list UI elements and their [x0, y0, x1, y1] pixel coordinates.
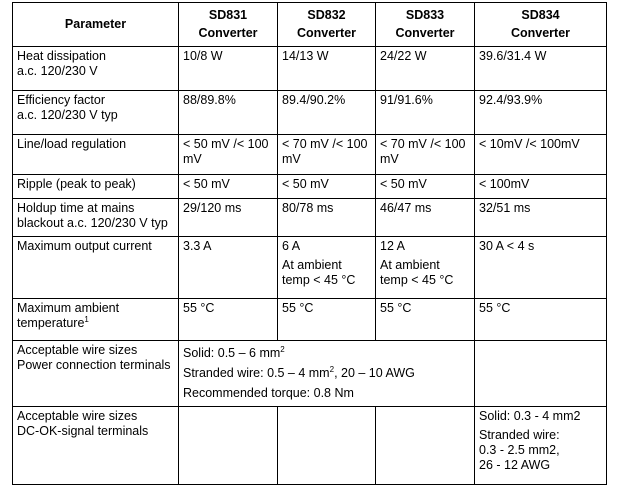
cell-sd833: 55 °C — [376, 299, 475, 341]
solid-text: Solid: 0.5 – 6 mm — [183, 346, 281, 360]
label-line: DC-OK-signal terminals — [17, 424, 149, 438]
label-line: Acceptable wire sizes — [17, 343, 138, 357]
row-line-load-regulation — [13, 135, 607, 175]
value-line: 6 A — [282, 239, 301, 253]
footnote-marker: 1 — [84, 314, 89, 324]
cell-sd832: 14/13 W — [278, 47, 376, 91]
header-model-name: SD834 — [521, 8, 560, 22]
cell-sd833: < 50 mV — [376, 175, 475, 199]
note-line: At ambient — [380, 258, 440, 272]
stranded-suffix: , 20 – 10 AWG — [334, 366, 415, 380]
label-line: Holdup time at mains — [17, 201, 135, 215]
header-parameter: Parameter — [13, 3, 179, 47]
header-model-sub: Converter — [510, 26, 571, 40]
cell-sd831: 55 °C — [179, 299, 278, 341]
row-label: Line/load regulation — [13, 135, 179, 175]
header-row — [13, 3, 607, 47]
stranded-line — [183, 363, 471, 383]
row-holdup-time — [13, 199, 607, 237]
cell-sd831: < 50 mV /< 100 mV — [179, 135, 278, 175]
stranded-line: Stranded wire: — [479, 428, 560, 442]
label-line: a.c. 120/230 V typ — [17, 108, 118, 122]
row-label — [13, 341, 179, 407]
torque-line: Recommended torque: 0.8 Nm — [183, 386, 354, 400]
header-model-sub: Converter — [395, 26, 455, 40]
header-sd832 — [278, 3, 376, 47]
label-line: Acceptable wire sizes — [17, 409, 138, 423]
label-line — [17, 316, 175, 331]
header-sd833 — [376, 3, 475, 47]
row-label — [13, 407, 179, 485]
row-label — [13, 199, 179, 237]
note-line: temp < 45 °C — [282, 273, 356, 287]
cell-sd834: 39.6/31.4 W — [475, 47, 607, 91]
cell-sd832 — [278, 237, 376, 299]
cell-sd834: 30 A < 4 s — [475, 237, 607, 299]
header-model-name: SD833 — [405, 8, 445, 22]
row-label — [13, 47, 179, 91]
row-heat-dissipation — [13, 47, 607, 91]
header-model-sub: Converter — [198, 26, 258, 40]
row-max-ambient-temperature — [13, 299, 607, 341]
header-sd831 — [179, 3, 278, 47]
note-line: At ambient — [282, 258, 342, 272]
cell-sd832 — [278, 407, 376, 485]
stranded-text: Stranded wire: 0.5 – 4 mm — [183, 366, 330, 380]
superscript: 2 — [280, 344, 285, 354]
cell-sd834 — [475, 341, 607, 407]
cell-sd832: 80/78 ms — [278, 199, 376, 237]
cell-sd831-sd833-merged — [179, 341, 475, 407]
cell-sd833: 46/47 ms — [376, 199, 475, 237]
cell-sd833: 24/22 W — [376, 47, 475, 91]
row-label — [13, 299, 179, 341]
cell-sd831: 3.3 A — [179, 237, 278, 299]
cell-sd832: < 50 mV — [278, 175, 376, 199]
header-sd834 — [475, 3, 607, 47]
cell-sd834: < 10mV /< 100mV — [475, 135, 607, 175]
label-line: Power connection terminals — [17, 358, 171, 372]
cell-sd834: < 100mV — [475, 175, 607, 199]
stranded-line: 0.3 - 2.5 mm2, — [479, 443, 560, 457]
cell-sd834: 55 °C — [475, 299, 607, 341]
label-line: Heat dissipation — [17, 49, 106, 63]
label-line: Maximum ambient — [17, 301, 120, 315]
value-line: 12 A — [380, 239, 406, 253]
cell-sd832: 89.4/90.2% — [278, 91, 376, 135]
note-line: temp < 45 °C — [380, 273, 454, 287]
cell-sd834 — [475, 407, 607, 485]
cell-sd833: < 70 mV /< 100 mV — [376, 135, 475, 175]
cell-sd832: < 70 mV /< 100 mV — [278, 135, 376, 175]
cell-sd833 — [376, 407, 475, 485]
row-efficiency-factor — [13, 91, 607, 135]
cell-sd834: 32/51 ms — [475, 199, 607, 237]
cell-sd831: 10/8 W — [179, 47, 278, 91]
cell-sd832: 55 °C — [278, 299, 376, 341]
header-model-sub: Converter — [296, 26, 357, 40]
cell-sd831: 88/89.8% — [179, 91, 278, 135]
specification-table — [12, 2, 607, 485]
label-text: temperature — [17, 316, 85, 330]
row-ripple — [13, 175, 607, 199]
row-label: Ripple (peak to peak) — [13, 175, 179, 199]
row-wire-sizes-power — [13, 341, 607, 407]
solid-line — [183, 343, 471, 363]
cell-sd833: 91/91.6% — [376, 91, 475, 135]
stranded-line: 26 - 12 AWG — [479, 458, 551, 472]
header-model-name: SD831 — [208, 8, 248, 22]
cell-sd831: 29/120 ms — [179, 199, 278, 237]
label-line: blackout a.c. 120/230 V typ — [17, 216, 168, 230]
cell-sd834: 92.4/93.9% — [475, 91, 607, 135]
label-line: a.c. 120/230 V — [17, 64, 98, 78]
cell-sd831: < 50 mV — [179, 175, 278, 199]
row-max-output-current — [13, 237, 607, 299]
row-label: Maximum output current — [13, 237, 179, 299]
label-line: Efficiency factor — [17, 93, 106, 107]
solid-line: Solid: 0.3 - 4 mm2 — [479, 409, 581, 423]
header-model-name: SD832 — [307, 8, 346, 22]
row-label — [13, 91, 179, 135]
cell-sd831 — [179, 407, 278, 485]
cell-sd833 — [376, 237, 475, 299]
superscript: 2 — [329, 364, 335, 374]
row-wire-sizes-dcok — [13, 407, 607, 485]
